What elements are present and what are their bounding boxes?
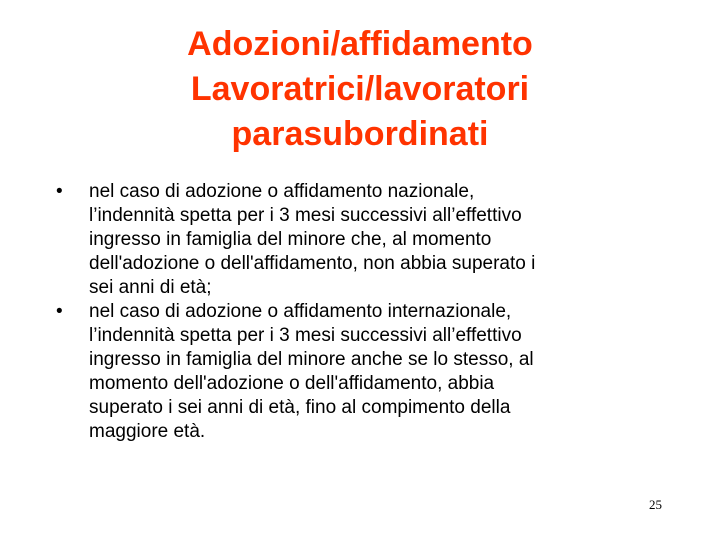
bullet-line: l’indennità spetta per i 3 mesi successivi all’effettivo xyxy=(89,205,522,226)
page-number: 25 xyxy=(649,497,662,512)
bullet-line xyxy=(89,300,676,324)
bullet-item-national-adoption xyxy=(56,180,676,300)
highlighted-text: adozione o affidamento internazionale xyxy=(185,301,506,322)
title-line: Lavoratrici/lavoratori xyxy=(190,70,530,108)
bullet-line xyxy=(89,180,676,204)
slide-title xyxy=(60,22,660,157)
bullet-line: ingresso in famiglia del minore anche se lo stesso, al xyxy=(89,349,534,370)
bullet-line: dell'adozione o dell'affidamento, non abbia superato i xyxy=(89,253,536,274)
bullet-line: sei anni di età; xyxy=(89,277,212,298)
bullet-line: superato i sei anni di età, fino al compimento della xyxy=(89,397,511,418)
bullet-line: l’indennità spetta per i 3 mesi successivi all’effettivo xyxy=(89,325,522,346)
text-run: , xyxy=(468,181,475,202)
highlighted-text: adozione o affidamento nazionale xyxy=(185,181,469,202)
bullet-line: maggiore età. xyxy=(89,421,206,442)
text-run: , xyxy=(505,301,512,322)
title-line: parasubordinati xyxy=(231,115,489,153)
text-run: nel caso di xyxy=(89,301,186,322)
bullet-list xyxy=(56,180,676,444)
bullet-marker: • xyxy=(56,181,63,202)
bullet-line: momento dell'adozione o dell'affidamento, abbia xyxy=(89,373,495,394)
bullet-item-international-adoption xyxy=(56,300,676,444)
title-line: Adozioni/affidamento xyxy=(187,25,533,63)
text-run: nel caso di xyxy=(89,181,186,202)
bullet-marker: • xyxy=(56,301,63,322)
bullet-line: ingresso in famiglia del minore che, al momento xyxy=(89,229,492,250)
